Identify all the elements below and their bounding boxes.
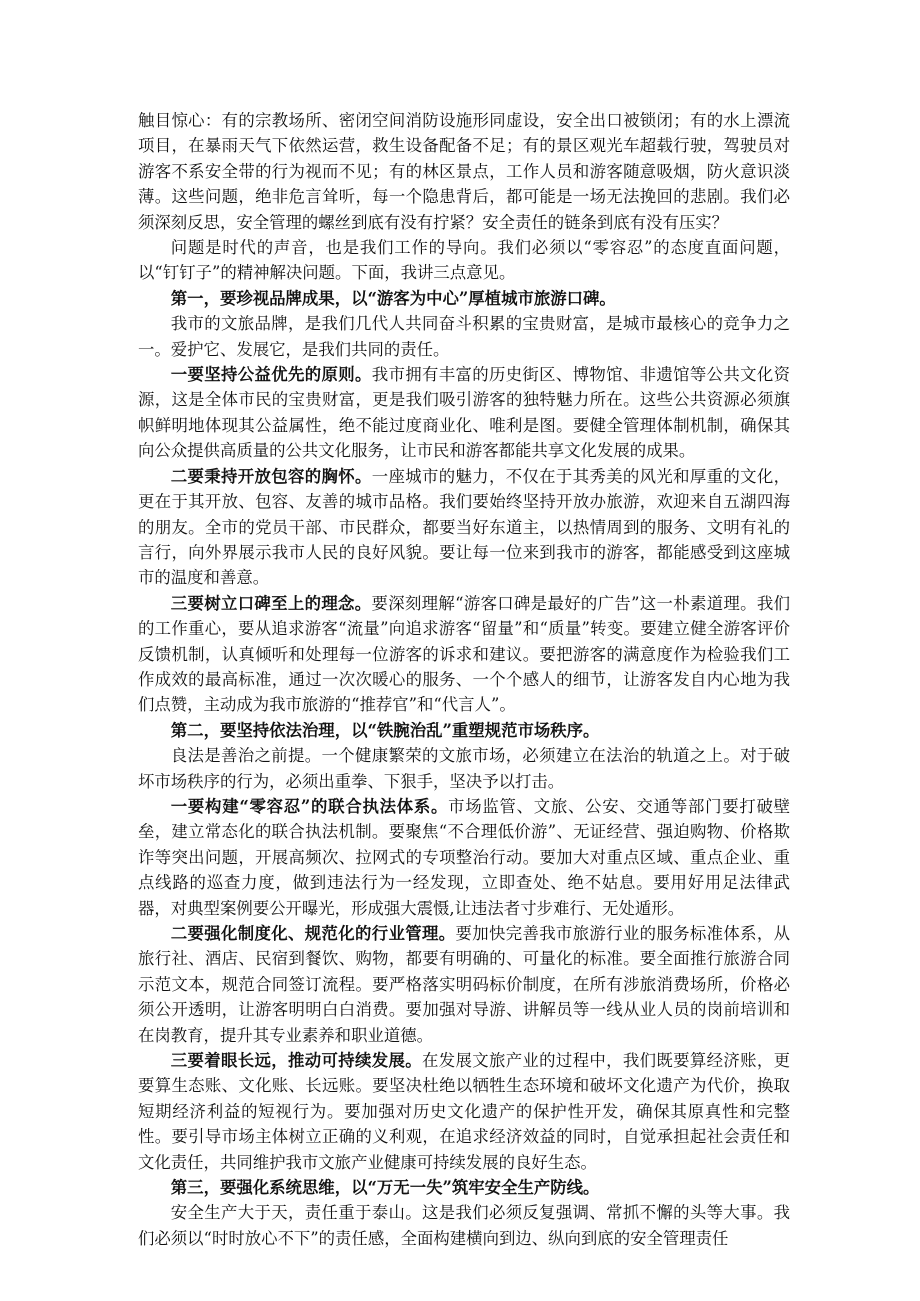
section-heading-1 bbox=[138, 286, 790, 311]
paragraph-text: 要加快完善我市旅游行业的服务标准体系，从旅行社、酒店、民宿到餐饮、购物，都要有明确的、可量化的标准。要全面推行旅游合同示范文本，规范合同签订流程。要严格落实明码标价制度，在所有涉旅消费场所，价格必须公开透明，让游客明明白白消费。要加强对导游、讲解员等一线从业人员的岗前培训和在岗教育，提升其专业素养和职业道德。 bbox=[138, 924, 791, 1045]
paragraph-point-reputation bbox=[138, 591, 790, 718]
point-lead: 三要着眼长远，推动可持续发展。 bbox=[170, 1051, 422, 1071]
paragraph-brand-intro bbox=[138, 311, 790, 362]
paragraph-text: 在发展文旅产业的过程中，我们既要算经济账，更要算生态账、文化账、长远账。要坚决杜绝以牺牲生态环境和破坏文化遗产为代价，换取短期经济利益的短视行为。要加强对历史文化遗产的保护性开发，确保其原真性和完整性。要引导市场主体树立正确的义利观，在追求经济效益的同时，自觉承担起社会责任和文化责任，共同维护我市文旅产业健康可持续发展的良好生态。 bbox=[138, 1051, 790, 1172]
point-lead: 二要强化制度化、规范化的行业管理。 bbox=[170, 924, 456, 943]
section-heading-2 bbox=[138, 718, 790, 743]
heading-text: 第三，要强化系统思维，以“万无一失”筑牢安全生产防线。 bbox=[170, 1178, 600, 1198]
point-lead: 三要树立口碑至上的理念。 bbox=[170, 593, 372, 613]
point-lead: 一要构建“零容忍”的联合执法体系。 bbox=[170, 796, 449, 816]
heading-text: 第一，要珍视品牌成果，以“游客为中心”厚植城市旅游口碑。 bbox=[170, 288, 616, 308]
point-lead: 二要秉持开放包容的胸怀。 bbox=[170, 466, 372, 486]
section-heading-3 bbox=[138, 1175, 790, 1200]
paragraph-point-openness bbox=[138, 464, 790, 591]
paragraph-text: 我市拥有丰富的历史街区、博物馆、非遗馆等公共文化资源，这是全体市民的宝贵财富，更是我们吸引游客的独特魅力所在。这些公共资源必须旗帜鲜明地体现其公益属性，绝不能过度商业化、唯利是图。要健全管理体制机制，确保其向公众提供高质量的公共文化服务，让市民和游客都能共享文化发展的成果。 bbox=[138, 365, 790, 461]
paragraph-point-sustainable bbox=[138, 1048, 790, 1175]
paragraph-text: 一座城市的魅力，不仅在于其秀美的风光和厚重的文化，更在于其开放、包容、友善的城市品格。我们要始终坚持开放办旅游，欢迎来自五湖四海的朋友。全市的党员干部、市民群众，都要当好东道主，以热情周到的服务、文明有礼的言行，向外界展示我市人民的良好风貌。要让每一位来到我市的游客，都能感受到这座城市的温度和善意。 bbox=[138, 466, 790, 588]
paragraph-text: 安全生产大于天，责任重于泰山。这是我们必须反复强调、常抓不懈的头等大事。我们必须以“时时放心不下”的责任感，全面构建横向到边、纵向到底的安全管理责任 bbox=[138, 1203, 790, 1248]
paragraph-text: 触目惊心：有的宗教场所、密闭空间消防设施形同虚设，安全出口被锁闭；有的水上漂流项目，在暴雨天气下依然运营，救生设备配备不足；有的景区观光车超载行驶，驾驶员对游客不系安全带的行为视而不见；有的林区景点，工作人员和游客随意吸烟，防火意识淡薄。这些问题，绝非危言耸听，每一个隐患背后，都可能是一场无法挽回的悲剧。我们必须深刻反思，安全管理的螺丝到底有没有拧紧？安全责任的链条到底有没有压实？ bbox=[138, 111, 790, 232]
heading-text: 第二，要坚持依法治理，以“铁腕治乱”重塑规范市场秩序。 bbox=[170, 720, 600, 740]
document-page bbox=[138, 108, 790, 1251]
paragraph-point-public-welfare bbox=[138, 362, 790, 464]
paragraph-safety-intro bbox=[138, 1200, 790, 1251]
paragraph-introduction bbox=[138, 235, 790, 286]
paragraph-safety-hazards bbox=[138, 108, 790, 235]
paragraph-text: 要深刻理解“游客口碑是最好的广告”这一朴素道理。我们的工作重心，要从追求游客“流量”向追求游客“留量”和“质量”转变。要建立健全游客评价反馈机制，认真倾听和处理每一位游客的诉求和建议。要把游客的满意度作为检验我们工作成效的最高标准，通过一次次暖心的服务、一个个感人的细节，让游客发自内心地为我们点赞，主动成为我市旅游的“推荐官”和“代言人”。 bbox=[138, 593, 790, 715]
paragraph-text: 良法是善治之前提。一个健康繁荣的文旅市场，必须建立在法治的轨道之上。对于破坏市场秩序的行为，必须出重拳、下狠手，坚决予以打击。 bbox=[138, 746, 790, 791]
paragraph-point-joint-enforcement bbox=[138, 794, 790, 921]
paragraph-rule-of-law-intro bbox=[138, 743, 790, 794]
point-lead: 一要坚持公益优先的原则。 bbox=[170, 365, 372, 385]
paragraph-text: 问题是时代的声音，也是我们工作的导向。我们必须以“零容忍”的态度直面问题，以“钉钉子”的精神解决问题。下面，我讲三点意见。 bbox=[138, 238, 790, 283]
paragraph-text: 我市的文旅品牌，是我们几代人共同奋斗积累的宝贵财富，是城市最核心的竞争力之一。爱护它、发展它，是我们共同的责任。 bbox=[138, 314, 790, 359]
paragraph-point-industry-management bbox=[138, 921, 790, 1048]
paragraph-text: 市场监管、文旅、公安、交通等部门要打破壁垒，建立常态化的联合执法机制。要聚焦“不合理低价游”、无证经营、强迫购物、价格欺诈等突出问题，开展高频次、拉网式的专项整治行动。要加大对重点区域、重点企业、重点线路的巡查力度，做到违法行为一经发现，立即查处、绝不姑息。要用好用足法律武器，对典型案例要公开曝光，形成强大震慑,让违法者寸步难行、无处遁形。 bbox=[138, 796, 790, 918]
